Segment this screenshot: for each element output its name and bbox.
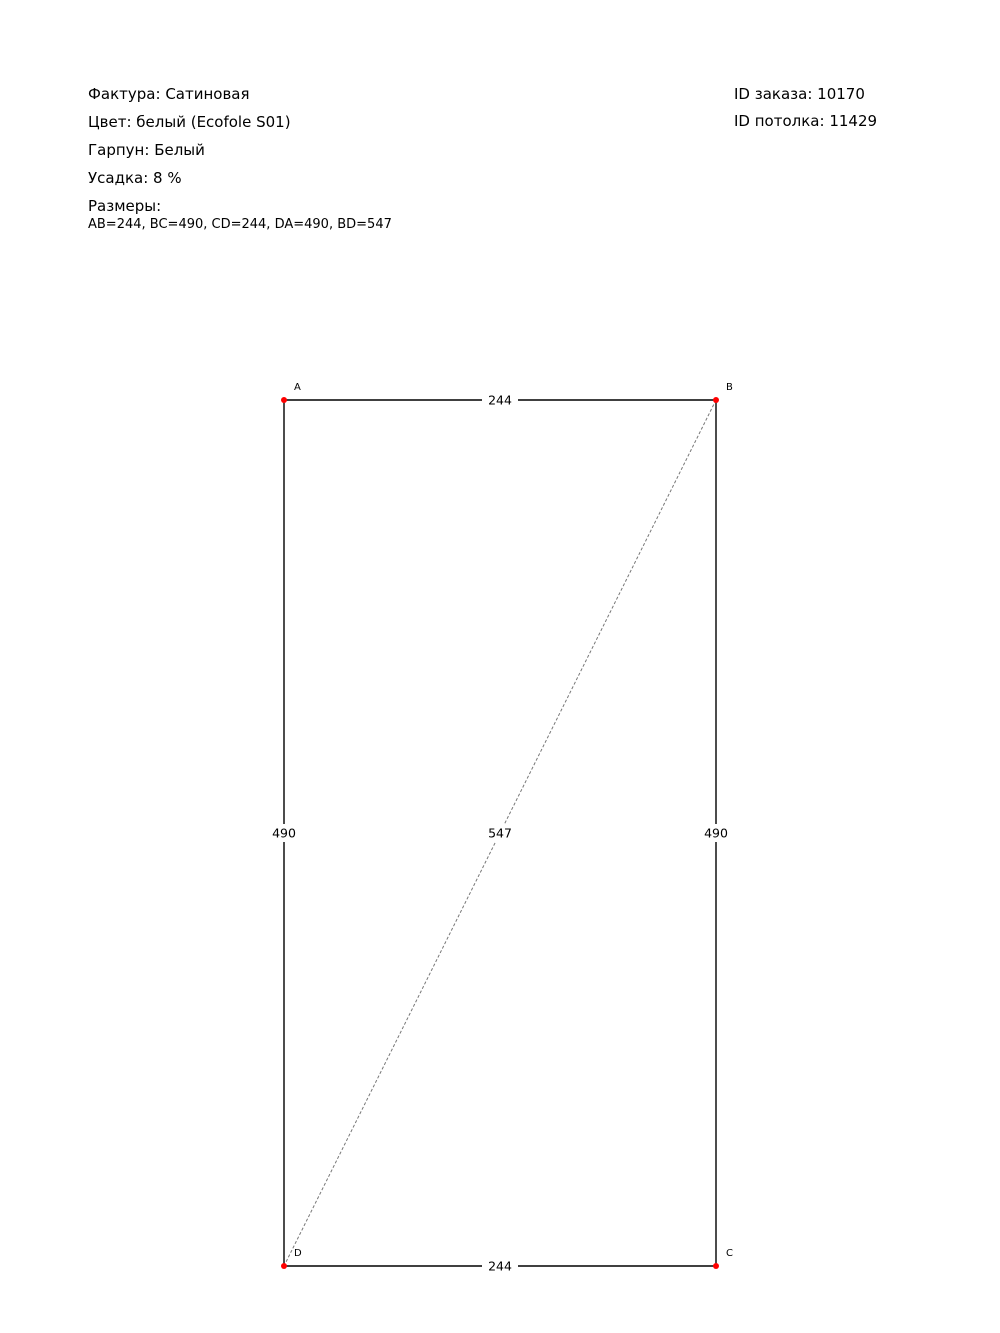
edge-length-text: 244 bbox=[488, 1258, 512, 1274]
vertex-dot-a bbox=[281, 397, 287, 403]
edge-length-label bbox=[698, 824, 734, 842]
ceiling-id-label: ID потолка: bbox=[734, 112, 825, 130]
harpoon-value: Белый bbox=[154, 141, 205, 159]
texture-label: Фактура: bbox=[88, 85, 161, 103]
diagonal-length-label bbox=[482, 824, 518, 842]
vertex-dot-b bbox=[713, 397, 719, 403]
color-value: белый (Ecofole S01) bbox=[136, 113, 291, 131]
vertex-label-a: A bbox=[294, 382, 301, 393]
order-id-label: ID заказа: bbox=[734, 85, 813, 103]
sizes-label: Размеры: bbox=[88, 197, 162, 215]
vertex-dot-c bbox=[713, 1263, 719, 1269]
texture-value: Сатиновая bbox=[165, 85, 250, 103]
color-label: Цвет: bbox=[88, 113, 132, 131]
vertex-dot-d bbox=[281, 1263, 287, 1269]
diagonal-length-text: 547 bbox=[488, 825, 512, 841]
shrinkage-label: Усадка: bbox=[88, 169, 149, 187]
shrinkage-value: 8 % bbox=[153, 169, 182, 187]
vertex-label-b: B bbox=[726, 382, 733, 393]
vertex-label-d: D bbox=[294, 1248, 302, 1259]
edge-length-label bbox=[482, 1257, 518, 1275]
sizes-value: AB=244, BC=490, CD=244, DA=490, BD=547 bbox=[88, 217, 392, 232]
edge-length-text: 490 bbox=[272, 825, 296, 841]
harpoon-label: Гарпун: bbox=[88, 141, 150, 159]
ceiling-id-value: 11429 bbox=[829, 112, 878, 130]
edge-length-label bbox=[266, 824, 302, 842]
edge-length-text: 490 bbox=[704, 825, 728, 841]
vertex-label-c: C bbox=[726, 1248, 733, 1259]
edge-length-label bbox=[482, 391, 518, 409]
order-id-value: 10170 bbox=[817, 85, 865, 103]
edge-length-text: 244 bbox=[488, 392, 512, 408]
